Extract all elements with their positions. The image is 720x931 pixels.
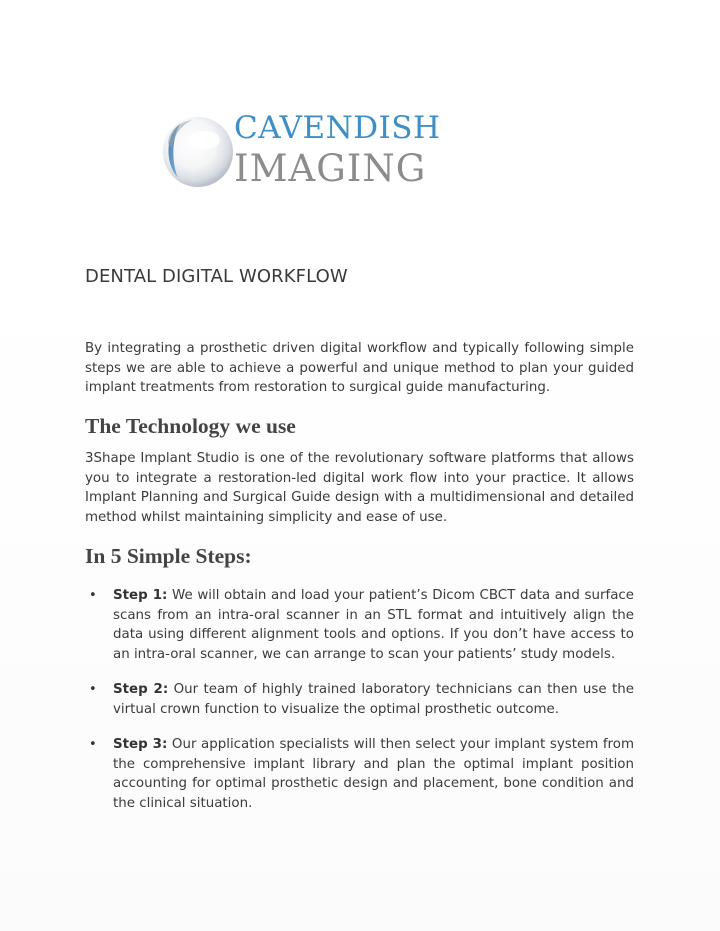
list-item [85, 735, 634, 813]
list-item [85, 586, 634, 664]
technology-paragraph: 3Shape Implant Studio is one of the revolutionary software platforms that allows you to integrate a restoration-led digital work flow into your practice. It allows Implant Planning and Surgical Guide design with a multidimensional and detailed method whilst maintaining simplicity and ease of use. [85, 451, 634, 525]
logo-wordmark-imaging: IMAGING [234, 147, 427, 190]
step-label: Step 2: [113, 682, 169, 697]
bullet-icon: • [89, 737, 97, 752]
step-label: Step 1: [113, 588, 168, 603]
intro-paragraph: By integrating a prosthetic driven digital workflow and typically following simple steps we are able to achieve a powerful and unique method to plan your guided implant treatments from restoration to surgical guide manufacturing. [85, 341, 634, 395]
bullet-icon: • [89, 588, 97, 603]
document-title: DENTAL DIGITAL WORKFLOW [85, 266, 348, 287]
step-label: Step 3: [113, 737, 168, 752]
step-text: Our application specialists will then select your implant system from the comprehensive implant library and plan the optimal implant position accounting for optimal prosthetic design and placement, bone condition and the clinical situation. [113, 737, 634, 811]
cavendish-imaging-logo [158, 108, 468, 194]
glossy-orb-icon [158, 114, 234, 190]
step-text: Our team of highly trained laboratory technicians can then use the virtual crown function to visualize the optimal prosthetic outcome. [113, 682, 634, 717]
logo-wordmark-cavendish: CAVENDISH [234, 110, 441, 146]
step-text: We will obtain and load your patient’s Dicom CBCT data and surface scans from an intra-oral scanner in an STL format and intuitively align the data using different alignment tools and options. If you don’t have access to an intra-oral scanner, we can arrange to scan your patients’ study models. [113, 588, 635, 662]
steps-list [85, 586, 634, 813]
list-item [85, 680, 634, 719]
steps-heading: In 5 Simple Steps: [85, 544, 252, 568]
bullet-icon: • [89, 682, 97, 697]
technology-heading: The Technology we use [85, 414, 296, 438]
